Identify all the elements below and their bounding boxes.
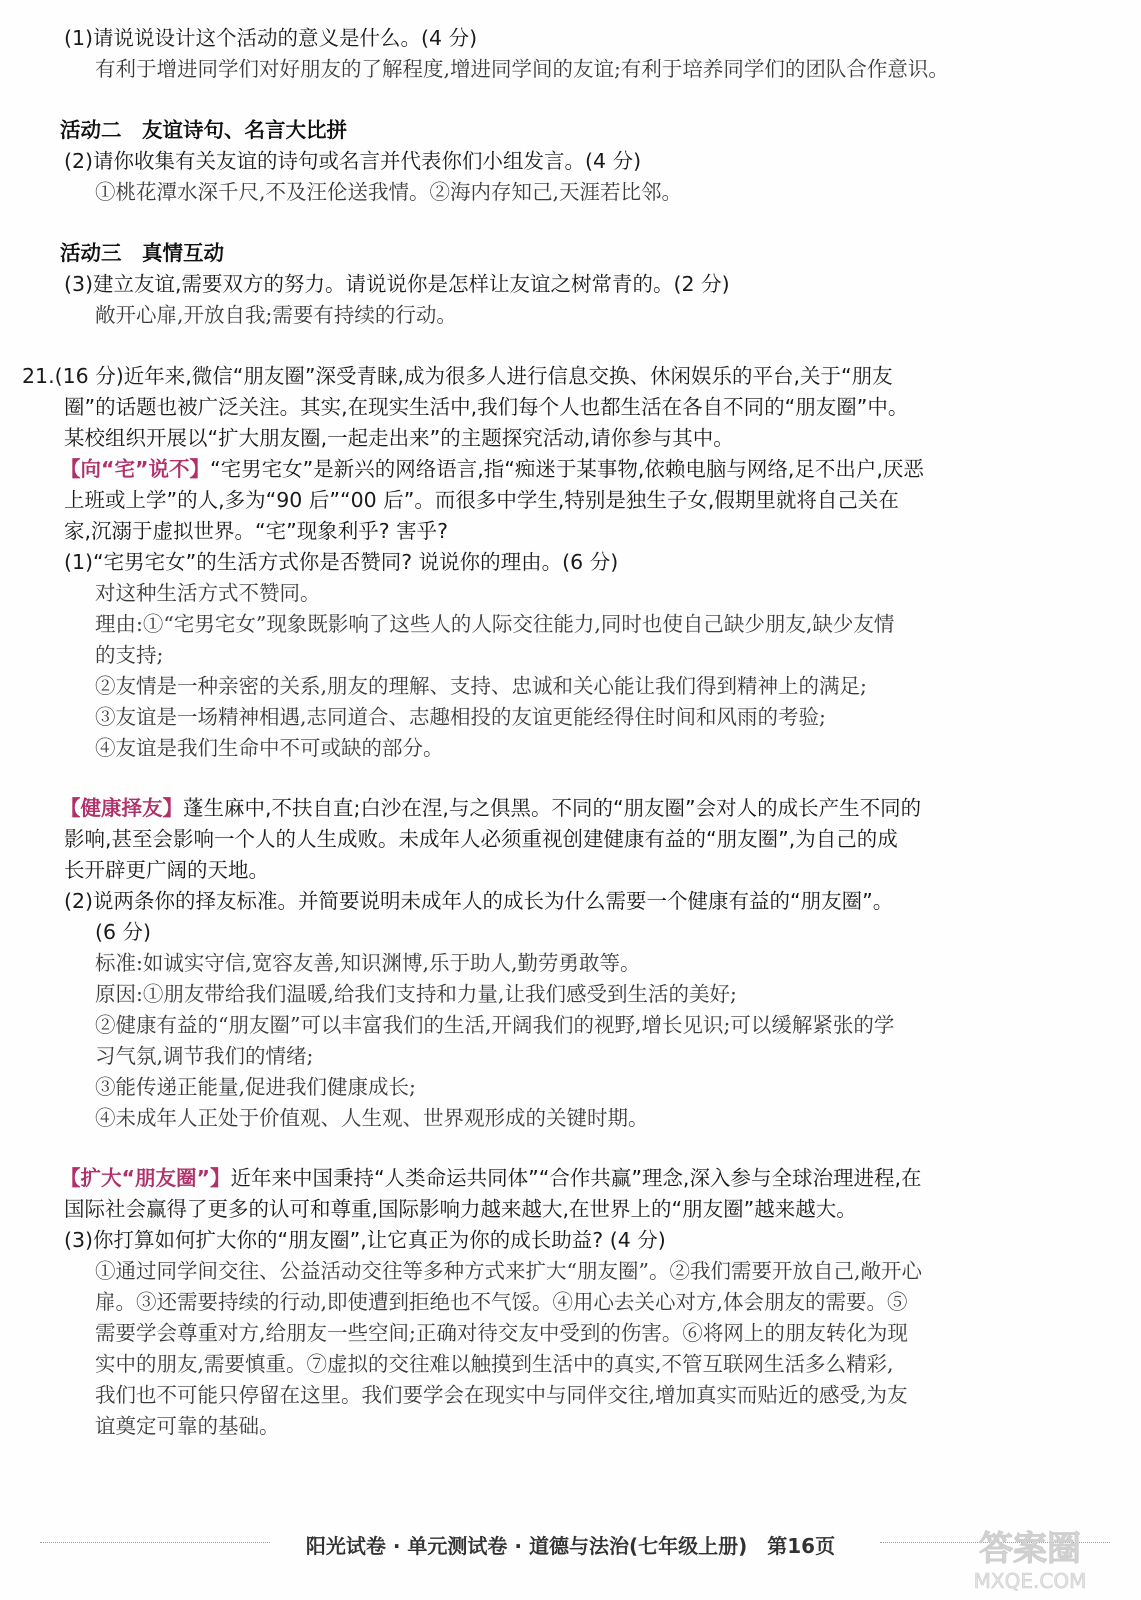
page-footer: 阳光试卷 · 单元测试卷 · 道德与法治(七年级上册) 第16页 xyxy=(305,1534,836,1558)
line-text: 有利于增进同学们对好朋友的了解程度,增进同学间的友谊;有利于培养同学们的团队合作意识。 xyxy=(95,57,949,81)
line-text: ②健康有益的“朋友圈”可以丰富我们的生活,开阔我们的视野,增长见识;可以缓解紧张的学 xyxy=(95,1013,895,1037)
answer-line xyxy=(95,1104,649,1132)
answer-line xyxy=(95,1288,908,1316)
answer-line xyxy=(95,641,163,669)
line-text: ④未成年人正处于价值观、人生观、世界观形成的关键时期。 xyxy=(95,1106,649,1130)
line-text: (1)请说说设计这个活动的意义是什么。(4 分) xyxy=(64,26,478,50)
answer-line xyxy=(95,1257,922,1285)
svg-text:MXQE.COM: MXQE.COM xyxy=(973,1569,1087,1593)
section-tag: 【扩大“朋友圈”】 xyxy=(60,1166,231,1190)
line-text: 习气氛,调节我们的情绪; xyxy=(95,1044,314,1068)
line-text: ③友谊是一场精神相遇,志同道合、志趣相投的友谊更能经得住时间和风雨的考验; xyxy=(95,705,826,729)
answer-line xyxy=(95,1011,894,1039)
answer-line xyxy=(95,178,682,206)
question-line xyxy=(64,424,734,452)
line-text: ②友情是一种亲密的关系,朋友的理解、支持、忠诚和关心能让我们得到精神上的满足; xyxy=(95,674,867,698)
line-text: 影响,甚至会影响一个人的人生成败。未成年人必须重视创建健康有益的“朋友圈”,为自己的成 xyxy=(64,827,898,851)
question-line xyxy=(64,147,641,175)
line-text: 某校组织开展以“扩大朋友圈,一起走出来”的主题探究活动,请你参与其中。 xyxy=(64,426,734,450)
line-text: 需要学会尊重对方,给朋友一些空间;正确对待交友中受到的伤害。⑥将网上的朋友转化为现 xyxy=(95,1321,908,1345)
svg-text:答案圈: 答案圈 xyxy=(979,1529,1081,1569)
line-text: 活动三 真情互动 xyxy=(60,241,224,265)
line-text: (2)说两条你的择友标准。并简要说明未成年人的成长为什么需要一个健康有益的“朋友圈”。 xyxy=(64,889,894,913)
watermark-logo xyxy=(930,1520,1130,1595)
answer-line xyxy=(95,980,737,1008)
question-line xyxy=(60,1164,921,1192)
question-line xyxy=(64,825,898,853)
question-line xyxy=(64,1195,857,1223)
line-text: 标准:如诚实守信,宽容友善,知识渊博,乐于助人,勤劳勇敢等。 xyxy=(95,951,641,975)
question-line xyxy=(60,455,924,483)
answer-line xyxy=(95,301,457,329)
answer-line xyxy=(95,703,826,731)
question-line xyxy=(64,24,477,52)
line-text: 国际社会赢得了更多的认可和尊重,国际影响力越来越大,在世界上的“朋友圈”越来越大。 xyxy=(64,1197,857,1221)
answer-line xyxy=(95,1073,416,1101)
line-text: 近年来中国秉持“人类命运共同体”“合作共赢”理念,深入参与全球治理进程,在 xyxy=(230,1166,922,1190)
question-line xyxy=(22,362,893,390)
line-text: (3)建立友谊,需要双方的努力。请说说你是怎样让友谊之树常青的。(2 分) xyxy=(64,272,730,296)
question-line xyxy=(64,887,893,915)
question-line xyxy=(64,517,448,545)
line-text: ④友谊是我们生命中不可或缺的部分。 xyxy=(95,736,444,760)
line-text: 蓬生麻中,不扶自直;白沙在涅,与之俱黑。不同的“朋友圈”会对人的成长产生不同的 xyxy=(183,796,922,820)
line-text: (1)“宅男宅女”的生活方式你是否赞同? 说说你的理由。(6 分) xyxy=(64,550,619,574)
line-text: 谊奠定可靠的基础。 xyxy=(95,1414,280,1438)
answer-line xyxy=(95,55,949,83)
line-text: (6 分) xyxy=(95,920,152,944)
line-text: 长开辟更广阔的天地。 xyxy=(64,858,269,882)
answer-line xyxy=(95,1319,908,1347)
line-text: 家,沉溺于虚拟世界。“宅”现象利乎? 害乎? xyxy=(64,519,449,543)
answer-line xyxy=(95,734,444,762)
answer-line xyxy=(95,949,640,977)
answer-line xyxy=(95,1381,908,1409)
line-text: 21.(16 分)近年来,微信“朋友圈”深受青睐,成为很多人进行信息交换、休闲娱乐的平台,关于“朋友 xyxy=(22,364,893,388)
activity-heading xyxy=(60,239,224,267)
answer-line xyxy=(95,579,321,607)
question-line xyxy=(60,794,921,822)
line-text: 理由:①“宅男宅女”现象既影响了这些人的人际交往能力,同时也使自己缺少朋友,缺少友情 xyxy=(95,612,895,636)
question-line xyxy=(95,918,151,946)
activity-heading xyxy=(60,116,347,144)
line-text: ①通过同学间交往、公益活动交往等多种方式来扩大“朋友圈”。②我们需要开放自己,敞开心 xyxy=(95,1259,922,1283)
line-text: 圈”的话题也被广泛关注。其实,在现实生活中,我们每个人也都生活在各自不同的“朋友圈”中。 xyxy=(64,395,909,419)
line-text: 敞开心扉,开放自我;需要有持续的行动。 xyxy=(95,303,457,327)
line-text: 我们也不可能只停留在这里。我们要学会在现实中与同伴交往,增加真实而贴近的感受,为友 xyxy=(95,1383,908,1407)
line-text: (3)你打算如何扩大你的“朋友圈”,让它真正为你的成长助益? (4 分) xyxy=(64,1228,666,1252)
answer-line xyxy=(95,672,867,700)
question-line xyxy=(64,1226,666,1254)
section-tag: 【向“宅”说不】 xyxy=(60,457,210,481)
line-text: 扉。③还需要持续的行动,即使遭到拒绝也不气馁。④用心去关心对方,体会朋友的需要。⑤ xyxy=(95,1290,908,1314)
question-line xyxy=(64,393,908,421)
line-text: “宅男宅女”是新兴的网络语言,指“痴迷于某事物,依赖电脑与网络,足不出户,厌恶 xyxy=(209,457,924,481)
question-line xyxy=(64,856,269,884)
answer-line xyxy=(95,610,894,638)
line-text: 原因:①朋友带给我们温暖,给我们支持和力量,让我们感受到生活的美好; xyxy=(95,982,737,1006)
line-text: 活动二 友谊诗句、名言大比拼 xyxy=(60,118,347,142)
line-text: ①桃花潭水深千尺,不及汪伦送我情。②海内存知己,天涯若比邻。 xyxy=(95,180,683,204)
line-text: 实中的朋友,需要慎重。⑦虚拟的交往难以触摸到生活中的真实,不管互联网生活多么精彩, xyxy=(95,1352,894,1376)
line-text: ③能传递正能量,促进我们健康成长; xyxy=(95,1075,416,1099)
line-text: 的支持; xyxy=(95,643,164,667)
section-tag: 【健康择友】 xyxy=(60,796,183,820)
answer-line xyxy=(95,1412,280,1440)
question-line xyxy=(64,270,730,298)
question-line xyxy=(64,486,899,514)
line-text: (2)请你收集有关友谊的诗句或名言并代表你们小组发言。(4 分) xyxy=(64,149,642,173)
question-line xyxy=(64,548,618,576)
answer-line xyxy=(95,1350,894,1378)
answer-line xyxy=(95,1042,313,1070)
line-text: 对这种生活方式不赞同。 xyxy=(95,581,321,605)
line-text: 上班或上学”的人,多为“90 后”“00 后”。而很多中学生,特别是独生子女,假期里就将自己关在 xyxy=(64,488,899,512)
